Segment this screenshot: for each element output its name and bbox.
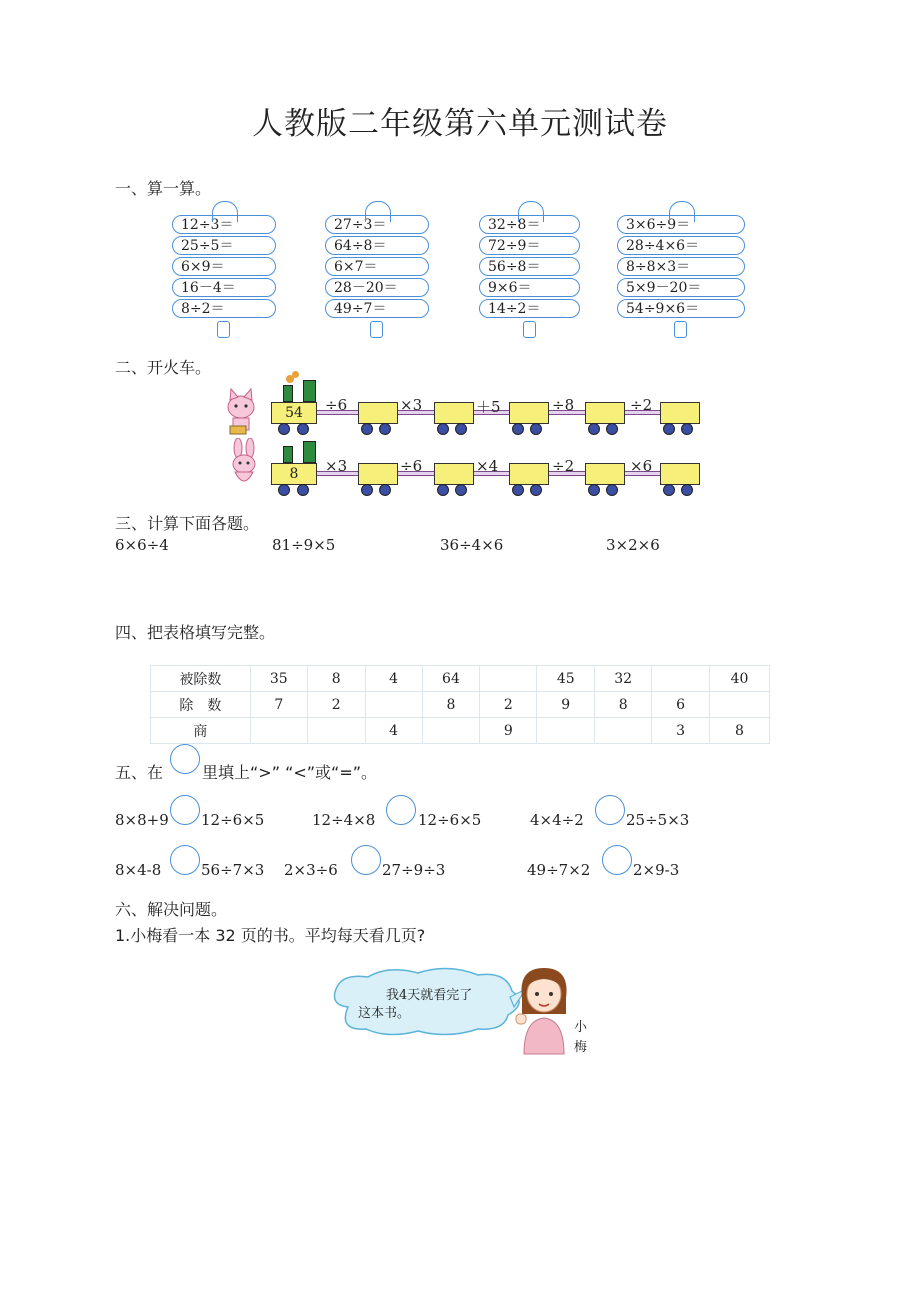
compare-left: 49÷7×2 xyxy=(527,861,591,879)
exercise-pill: 72÷9＝ xyxy=(479,236,580,255)
cat-icon xyxy=(222,386,260,436)
card-weight-icon xyxy=(674,321,687,338)
table-cell xyxy=(480,666,537,692)
exercise-pill: 56÷8＝ xyxy=(479,257,580,276)
table-cell: 45 xyxy=(537,666,595,692)
wheel-icon xyxy=(437,423,449,435)
train1-operator: ÷8 xyxy=(552,396,575,414)
section-5-heading-b: 里填上“>” “<”或“=”。 xyxy=(202,763,378,782)
compare-left: 8×4-8 xyxy=(115,861,162,879)
train1-car xyxy=(585,402,625,424)
wheel-icon xyxy=(455,484,467,496)
bubble-line-2: 这本书。 xyxy=(358,1006,411,1021)
train1-operator: ×3 xyxy=(400,396,423,414)
girl-icon xyxy=(514,964,574,1056)
exercise-pill: 28÷4×6＝ xyxy=(617,236,745,255)
calc-3: 36÷4×6 xyxy=(440,536,504,554)
compare-right: 56÷7×3 xyxy=(201,861,265,879)
table-cell xyxy=(422,718,480,744)
compare-answer-circle[interactable] xyxy=(595,795,625,825)
compare-answer-circle[interactable] xyxy=(602,845,632,875)
compare-right: 12÷6×5 xyxy=(201,811,265,829)
table-cell: 2 xyxy=(480,692,537,718)
train2-operator: ÷6 xyxy=(400,457,423,475)
table-cell xyxy=(652,666,710,692)
compare-right: 2×9-3 xyxy=(633,861,680,879)
wheel-icon xyxy=(663,423,675,435)
train1-engine: 54 xyxy=(271,402,317,424)
train2-operator: ÷2 xyxy=(552,457,575,475)
wheel-icon xyxy=(297,423,309,435)
engine-chimney-icon xyxy=(283,446,293,463)
calc-2: 81÷9×5 xyxy=(272,536,336,554)
card-weight-icon xyxy=(217,321,230,338)
table-cell xyxy=(250,718,307,744)
section-1-heading: 一、算一算。 xyxy=(115,179,212,198)
page-title: 人教版二年级第六单元测试卷 xyxy=(252,106,668,142)
train2-engine: 8 xyxy=(271,463,317,485)
train2-car xyxy=(585,463,625,485)
card-weight-icon xyxy=(370,321,383,338)
table-cell xyxy=(710,692,770,718)
compare-answer-circle[interactable] xyxy=(386,795,416,825)
table-row xyxy=(151,692,770,718)
exercise-pill: 3×6÷9＝ xyxy=(617,215,745,234)
train2-operator: ×6 xyxy=(630,457,653,475)
exercise-pill: 6×9＝ xyxy=(172,257,276,276)
exercise-pill: 14÷2＝ xyxy=(479,299,580,318)
section-4-heading: 四、把表格填写完整。 xyxy=(115,623,276,642)
train2-car xyxy=(509,463,549,485)
wheel-icon xyxy=(455,423,467,435)
wheel-icon xyxy=(512,423,524,435)
wheel-icon xyxy=(530,484,542,496)
exercise-pill: 5×9－20＝ xyxy=(617,278,745,297)
table-cell: 9 xyxy=(480,718,537,744)
table-cell: 8 xyxy=(422,692,480,718)
section-3-heading: 三、计算下面各题。 xyxy=(115,514,260,533)
card-weight-icon xyxy=(523,321,536,338)
table-cell: 6 xyxy=(652,692,710,718)
table-cell xyxy=(365,692,422,718)
table-row-header: 商 xyxy=(151,718,251,744)
table-cell: 4 xyxy=(365,718,422,744)
section-2-heading: 二、开火车。 xyxy=(115,358,212,377)
exercise-pill: 9×6＝ xyxy=(479,278,580,297)
train1-car xyxy=(434,402,474,424)
exercise-card-1 xyxy=(172,215,276,320)
train1-operator: ÷6 xyxy=(325,396,348,414)
wheel-icon xyxy=(297,484,309,496)
exercise-pill: 49÷7＝ xyxy=(325,299,429,318)
table-cell: 40 xyxy=(710,666,770,692)
table-row xyxy=(151,718,770,744)
wheel-icon xyxy=(278,423,290,435)
exercise-pill: 54÷9×6＝ xyxy=(617,299,745,318)
exercise-pill: 64÷8＝ xyxy=(325,236,429,255)
wheel-icon xyxy=(588,423,600,435)
table-cell: 2 xyxy=(307,692,365,718)
compare-right: 25÷5×3 xyxy=(626,811,690,829)
wheel-icon xyxy=(606,423,618,435)
table-row-header: 除 数 xyxy=(151,692,251,718)
wheel-icon xyxy=(437,484,449,496)
wheel-icon xyxy=(278,484,290,496)
engine-cab-icon xyxy=(303,441,316,463)
wheel-icon xyxy=(361,423,373,435)
exercise-card-4 xyxy=(617,215,745,320)
girl-name-1: 小 xyxy=(574,1020,588,1035)
train2-car xyxy=(434,463,474,485)
engine-chimney-icon xyxy=(283,385,293,402)
wheel-icon xyxy=(512,484,524,496)
card-hook-icon xyxy=(212,201,238,222)
train2-car xyxy=(358,463,398,485)
card-hook-icon xyxy=(669,201,695,222)
table-row-header: 被除数 xyxy=(151,666,251,692)
compare-answer-circle[interactable] xyxy=(351,845,381,875)
bubble-line-1: 我4天就看完了 xyxy=(386,988,473,1003)
table-cell: 8 xyxy=(307,666,365,692)
rabbit-icon xyxy=(226,438,262,490)
compare-answer-circle[interactable] xyxy=(170,795,200,825)
train2-operator: ×3 xyxy=(325,457,348,475)
wheel-icon xyxy=(379,423,391,435)
compare-right: 12÷6×5 xyxy=(418,811,482,829)
exercise-card-3 xyxy=(479,215,580,320)
train1-car xyxy=(660,402,700,424)
table-cell xyxy=(595,718,652,744)
exercise-pill: 27÷3＝ xyxy=(325,215,429,234)
problem-1: 1.小梅看一本 32 页的书。平均每天看几页? xyxy=(115,926,426,945)
exercise-pill: 8÷2＝ xyxy=(172,299,276,318)
table-cell xyxy=(537,718,595,744)
compare-left: 2×3÷6 xyxy=(284,861,338,879)
compare-answer-circle[interactable] xyxy=(170,845,200,875)
wheel-icon xyxy=(681,423,693,435)
table-cell: 64 xyxy=(422,666,480,692)
table-cell: 35 xyxy=(250,666,307,692)
wheel-icon xyxy=(663,484,675,496)
train1-operator: ÷2 xyxy=(630,396,653,414)
table-cell: 9 xyxy=(537,692,595,718)
calc-4: 3×2×6 xyxy=(606,536,660,554)
exercise-pill: 16－4＝ xyxy=(172,278,276,297)
train1-operator: ＋5 xyxy=(476,398,501,416)
compare-left: 12÷4×8 xyxy=(312,811,376,829)
table-cell: 3 xyxy=(652,718,710,744)
table-cell: 7 xyxy=(250,692,307,718)
wheel-icon xyxy=(361,484,373,496)
exercise-pill: 12÷3＝ xyxy=(172,215,276,234)
table-row xyxy=(151,666,770,692)
card-hook-icon xyxy=(518,201,544,222)
exercise-pill: 28－20＝ xyxy=(325,278,429,297)
section-6-heading: 六、解决问题。 xyxy=(115,900,228,919)
compare-right: 27÷9÷3 xyxy=(382,861,446,879)
train2-car xyxy=(660,463,700,485)
table-cell: 8 xyxy=(595,692,652,718)
table-cell: 32 xyxy=(595,666,652,692)
wheel-icon xyxy=(530,423,542,435)
table-cell: 8 xyxy=(710,718,770,744)
train1-car xyxy=(509,402,549,424)
exercise-pill: 6×7＝ xyxy=(325,257,429,276)
wheel-icon xyxy=(681,484,693,496)
card-hook-icon xyxy=(365,201,391,222)
exercise-pill: 8÷8×3＝ xyxy=(617,257,745,276)
table-cell xyxy=(307,718,365,744)
calc-1: 6×6÷4 xyxy=(115,536,169,554)
compare-left: 4×4÷2 xyxy=(530,811,584,829)
wheel-icon xyxy=(379,484,391,496)
girl-name-2: 梅 xyxy=(574,1040,588,1055)
exercise-card-2 xyxy=(325,215,429,320)
wheel-icon xyxy=(606,484,618,496)
exercise-pill: 32÷8＝ xyxy=(479,215,580,234)
train1-car xyxy=(358,402,398,424)
division-table xyxy=(150,665,770,744)
answer-circle-example xyxy=(170,744,200,774)
compare-left: 8×8+9 xyxy=(115,811,169,829)
section-5-heading-a: 五、在 xyxy=(115,763,164,782)
smoke-icon xyxy=(292,371,299,378)
exercise-pill: 25÷5＝ xyxy=(172,236,276,255)
train2-operator: ×4 xyxy=(476,457,499,475)
wheel-icon xyxy=(588,484,600,496)
engine-cab-icon xyxy=(303,380,316,402)
table-cell: 4 xyxy=(365,666,422,692)
